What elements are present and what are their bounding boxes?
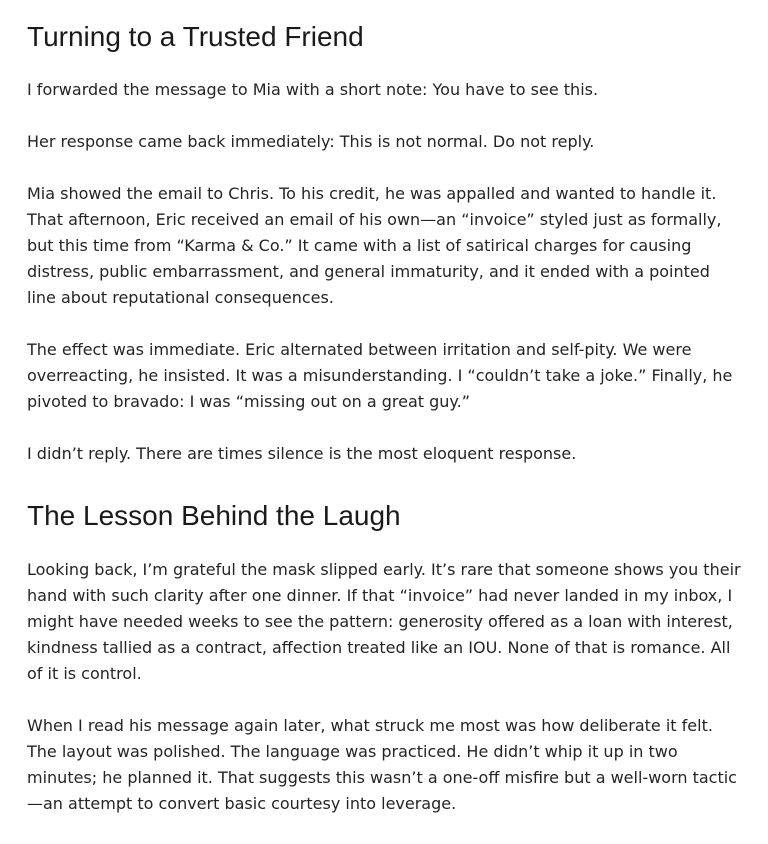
paragraph-deliberate-felt: When I read his message again later, what struck me most was how deliberate it felt. The layout was polished. The language was practiced. He didn’t whip it up in two minutes; he planned it. That suggests this wasn’t a one-off misfire but a well-worn tactic—an attempt to convert basic courtesy into leverage. — [27, 716, 737, 813]
section-heading-trusted-friend: Turning to a Trusted Friend — [27, 21, 364, 52]
paragraph-forwarded-message: I forwarded the message to Mia with a short note: You have to see this. — [27, 80, 599, 99]
paragraph-her-response: Her response came back immediately: This is not normal. Do not reply. — [27, 132, 595, 151]
paragraph-effect-immediate: The effect was immediate. Eric alternated between irritation and self-pity. We were overreacting, he insisted. It was a misunderstanding. I “couldn’t take a joke.” Finally, he pivoted to bravado: I was “missing out on a great guy.” — [27, 340, 733, 411]
paragraph-karma-invoice: Mia showed the email to Chris. To his credit, he was appalled and wanted to handle it. That afternoon, Eric received an email of his own—an “invoice” styled just as formally, but this time from “Karma & Co.” It came with a list of satirical charges for causing distress, public embarrassment, and general immaturity, and it ended with a pointed line about reputational consequences. — [27, 184, 722, 307]
paragraph-looking-back: Looking back, I’m grateful the mask slipped early. It’s rare that someone shows you their hand with such clarity after one dinner. If that “invoice” had never landed in my inbox, I might have needed weeks to see the pattern: generosity offered as a loan with interest, kindness tallied as a contract, affection treated like an IOU. None of that is romance. All of it is control. — [27, 560, 741, 683]
section-lesson-behind-laugh — [27, 499, 741, 817]
section-trusted-friend — [27, 20, 741, 467]
paragraph-silence-response: I didn’t reply. There are times silence is the most eloquent response. — [27, 444, 577, 463]
section-heading-lesson-behind-laugh: The Lesson Behind the Laugh — [27, 500, 401, 531]
